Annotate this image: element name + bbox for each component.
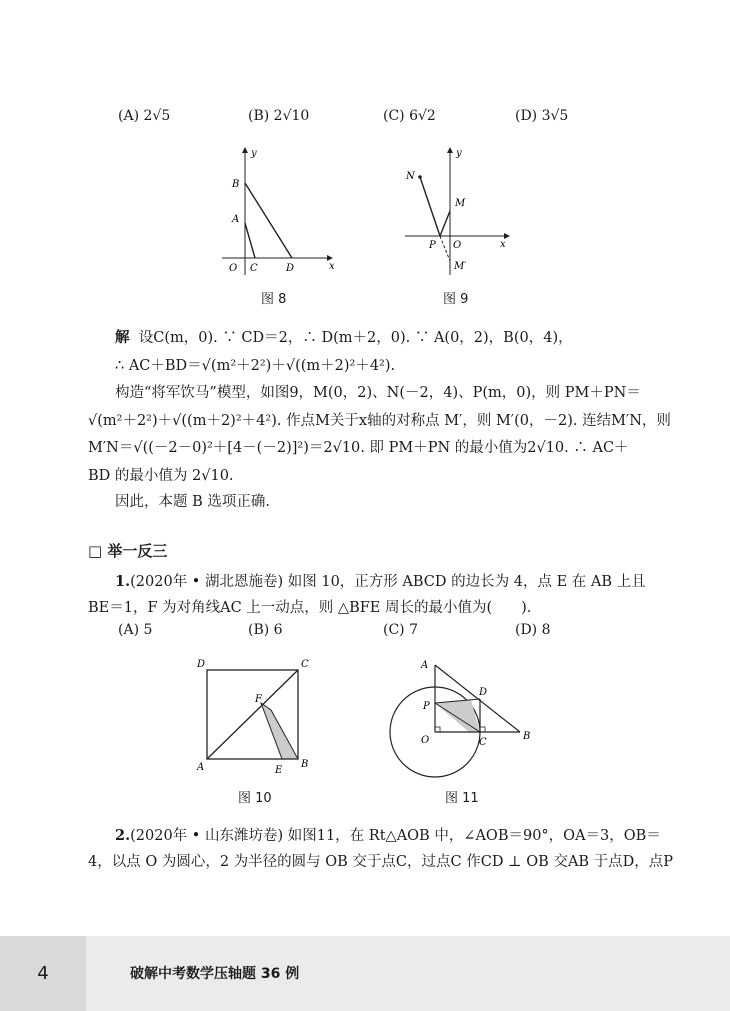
fig10-label-A: A xyxy=(197,762,205,773)
solution-line-4: √(m²＋2²)＋√((m＋2)²＋4²). 作点M关于x轴的对称点 M′，则 M′(0，－2). 连结M′N，则 xyxy=(88,413,671,429)
section-heading: □ 举一反三 xyxy=(88,542,168,560)
option-d: (D) 3√5 xyxy=(515,108,569,124)
q1-number: 1. xyxy=(115,573,131,590)
q2-line-1 xyxy=(115,826,661,846)
fig11-label-O: O xyxy=(421,735,430,746)
fig8-label-O: O xyxy=(229,263,238,274)
fig11-label-D: D xyxy=(479,687,488,698)
solution-line-2: ∴ AC＋BD＝√(m²＋2²)＋√((m＋2)²＋4²). xyxy=(115,358,396,374)
q1-option-b: (B) 6 xyxy=(248,622,283,638)
q2-text-1: (2020年 • 山东潍坊卷) 如图11，在 Rt△AOB 中，∠AOB＝90°，OA＝3，OB＝ xyxy=(130,828,661,844)
fig9-caption: 图 9 xyxy=(443,292,469,307)
figure-9 xyxy=(400,145,520,280)
solution-label: 解 xyxy=(115,329,130,346)
fig8-label-x: x xyxy=(329,261,335,272)
fig9-label-M: M xyxy=(455,198,466,209)
fig8-label-D: D xyxy=(286,263,295,274)
q2-number: 2. xyxy=(115,827,131,844)
fig10-label-E: E xyxy=(275,765,283,776)
fig10-label-B: B xyxy=(301,759,309,770)
fig11-label-B: B xyxy=(523,731,531,742)
fig11-label-A: A xyxy=(421,660,429,671)
fig9-label-N: N xyxy=(406,171,415,182)
figure-8 xyxy=(215,145,335,280)
fig11-caption: 图 11 xyxy=(445,791,479,806)
solution-line-1 xyxy=(115,328,573,348)
solution-line-7: 因此，本题 B 选项正确. xyxy=(115,494,270,510)
q1-option-c: (C) 7 xyxy=(383,622,418,638)
q1-line-2: BE＝1，F 为对角线AC 上一动点，则 △BFE 周长的最小值为( ). xyxy=(88,600,532,616)
q1-line-1 xyxy=(115,572,646,592)
fig10-label-C: C xyxy=(301,659,309,670)
fig9-label-x: x xyxy=(500,239,506,250)
fig8-label-C: C xyxy=(250,263,258,274)
q2-line-2: 4，以点 O 为圆心，2 为半径的圆与 OB 交于点C，过点C 作CD ⊥ OB 交AB 于点D，点P xyxy=(88,854,674,870)
q1-option-a: (A) 5 xyxy=(118,622,153,638)
solution-line-5: M′N＝√((－2－0)²＋[4－(－2)]²)＝2√10. 即 PM＋PN 的最小值为2√10. ∴ AC＋ xyxy=(88,440,629,456)
option-a: (A) 2√5 xyxy=(118,108,171,124)
fig11-label-P: P xyxy=(423,701,430,712)
fig9-label-O: O xyxy=(453,240,462,251)
fig8-caption: 图 8 xyxy=(261,292,287,307)
fig10-label-D: D xyxy=(197,659,206,670)
fig9-label-P: P xyxy=(429,240,436,251)
fig8-label-A: A xyxy=(232,214,240,225)
fig10-label-F: F xyxy=(255,694,262,705)
book-title: 破解中考数学压轴题 36 例 xyxy=(130,966,300,982)
q1-text-1: (2020年 • 湖北恩施卷) 如图 10，正方形 ABCD 的边长为 4，点 E 在 AB 上且 xyxy=(130,574,646,590)
solution-line-3: 构造“将军饮马”模型，如图9，M(0，2)、N(－2，4)、P(m，0)，则 PM＋PN＝ xyxy=(115,385,641,401)
figure-10 xyxy=(193,655,323,780)
fig10-caption: 图 10 xyxy=(238,791,272,806)
fig8-label-y: y xyxy=(251,148,257,159)
fig11-label-C: C xyxy=(479,737,487,748)
figure-11 xyxy=(383,655,543,780)
fig8-label-B: B xyxy=(232,179,240,190)
page-footer xyxy=(0,936,730,1011)
page-number: 4 xyxy=(0,936,86,1011)
option-b: (B) 2√10 xyxy=(248,108,310,124)
fig9-label-M-prime: M′ xyxy=(454,261,467,272)
option-c: (C) 6√2 xyxy=(383,108,436,124)
solution-line-6: BD 的最小值为 2√10. xyxy=(88,468,234,484)
fig9-label-y: y xyxy=(456,148,462,159)
solution-text-1: 设C(m，0). ∵ CD＝2，∴ D(m＋2，0). ∵ A(0，2)，B(0，4)， xyxy=(138,330,573,346)
q1-option-d: (D) 8 xyxy=(515,622,551,638)
